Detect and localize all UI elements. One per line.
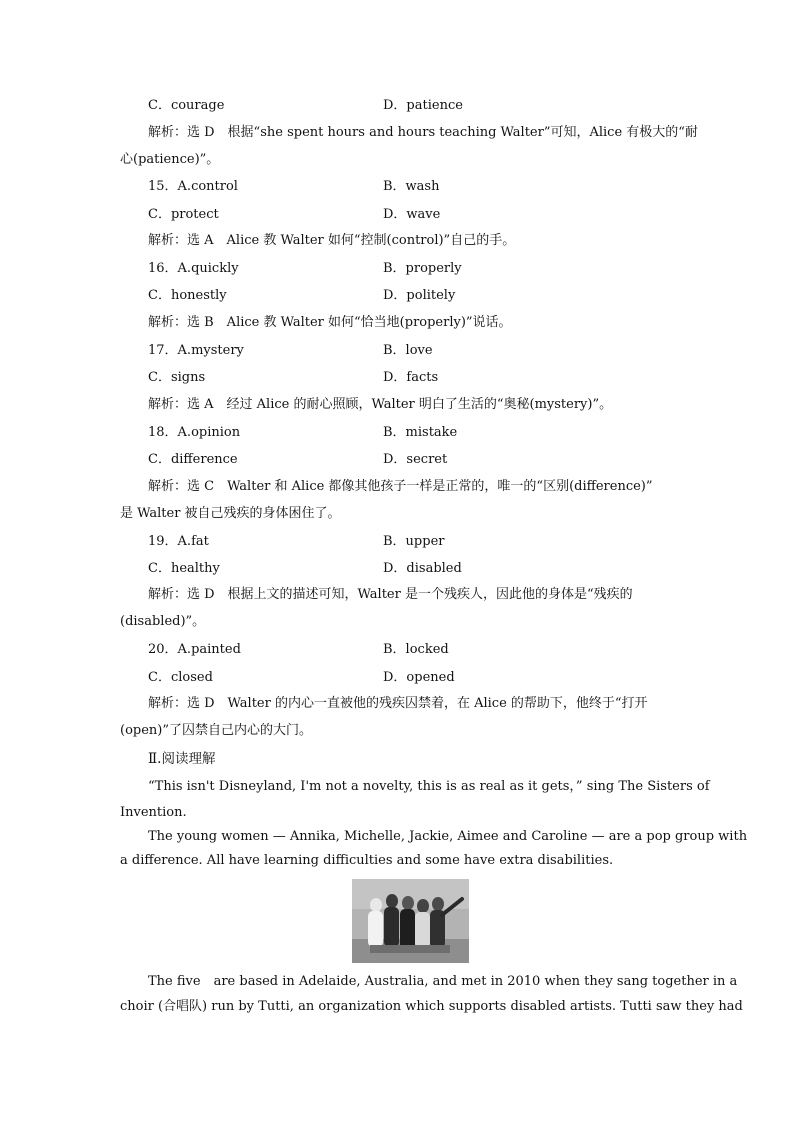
analysis-line: (disabled)”。 (120, 614, 206, 629)
group-photo (352, 879, 469, 963)
analysis-line: 解析：选 D 根据“she spent hours and hours teaching Walter”可知，Alice 有极大的“耐 (148, 125, 698, 140)
paragraph-line: choir (合唱队) run by Tutti, an organization which supports disabled artists. Tutti saw they had (120, 999, 743, 1014)
option-b: B．upper (383, 534, 445, 549)
analysis-line: 心(patience)”。 (120, 152, 220, 167)
option-b: B．love (383, 343, 433, 358)
option-c: C．courage (148, 98, 225, 113)
paragraph-line: The five are based in Adelaide, Australia, and met in 2010 when they sang together in a (148, 974, 738, 989)
option-b: B．wash (383, 179, 440, 194)
option-d: D．disabled (383, 561, 462, 576)
option-c: C．signs (148, 370, 206, 385)
option-a: 15．A.control (148, 179, 238, 194)
option-c: C．protect (148, 207, 219, 222)
option-c: C．difference (148, 452, 238, 467)
analysis-line: 解析：选 D 根据上文的描述可知，Walter 是一个残疾人，因此他的身体是“残疾的 (148, 587, 633, 602)
option-d: D．secret (383, 452, 448, 467)
option-a: 16．A.quickly (148, 261, 239, 276)
analysis-line: 解析：选 C Walter 和 Alice 都像其他孩子一样是正常的，唯一的“区别(difference)” (148, 479, 653, 494)
section-heading: Ⅱ.阅读理解 (148, 751, 216, 767)
option-d: D．politely (383, 288, 456, 303)
paragraph-line: “This isn't Disneyland, I'm not a novelty, this is as real as it gets，” sing The Sisters of (148, 779, 710, 794)
option-b: B．properly (383, 261, 462, 276)
analysis-line: 解析：选 D Walter 的内心一直被他的残疾囚禁着，在 Alice 的帮助下，他终于“打开 (148, 696, 648, 711)
group-photo-image (352, 879, 469, 963)
analysis-line: 是 Walter 被自己残疾的身体困住了。 (120, 506, 341, 521)
analysis-line: 解析：选 B Alice 教 Walter 如何“恰当地(properly)”说话。 (148, 315, 512, 330)
option-a: 20．A.painted (148, 642, 241, 657)
paragraph-line: The young women — Annika, Michelle, Jackie, Aimee and Caroline — are a pop group with (148, 829, 748, 844)
analysis-line: 解析：选 A Alice 教 Walter 如何“控制(control)”自己的手。 (148, 233, 516, 248)
analysis-line: (open)”了囚禁自己内心的大门。 (120, 723, 313, 738)
option-d: D．patience (383, 98, 463, 113)
option-c: C．closed (148, 670, 213, 685)
option-b: B．locked (383, 642, 449, 657)
option-c: C．healthy (148, 561, 220, 576)
option-a: 19．A.fat (148, 534, 209, 549)
option-d: D．wave (383, 207, 441, 222)
option-c: C．honestly (148, 288, 227, 303)
option-d: D．facts (383, 370, 439, 385)
analysis-line: 解析：选 A 经过 Alice 的耐心照顾，Walter 明白了生活的“奥秘(mystery)”。 (148, 397, 613, 412)
paragraph-line: Invention. (120, 805, 187, 820)
paragraph-line: a difference. All have learning difficulties and some have extra disabilities. (120, 853, 614, 868)
option-a: 17．A.mystery (148, 343, 244, 358)
option-b: B．mistake (383, 425, 458, 440)
option-a: 18．A.opinion (148, 425, 241, 440)
option-d: D．opened (383, 670, 455, 685)
